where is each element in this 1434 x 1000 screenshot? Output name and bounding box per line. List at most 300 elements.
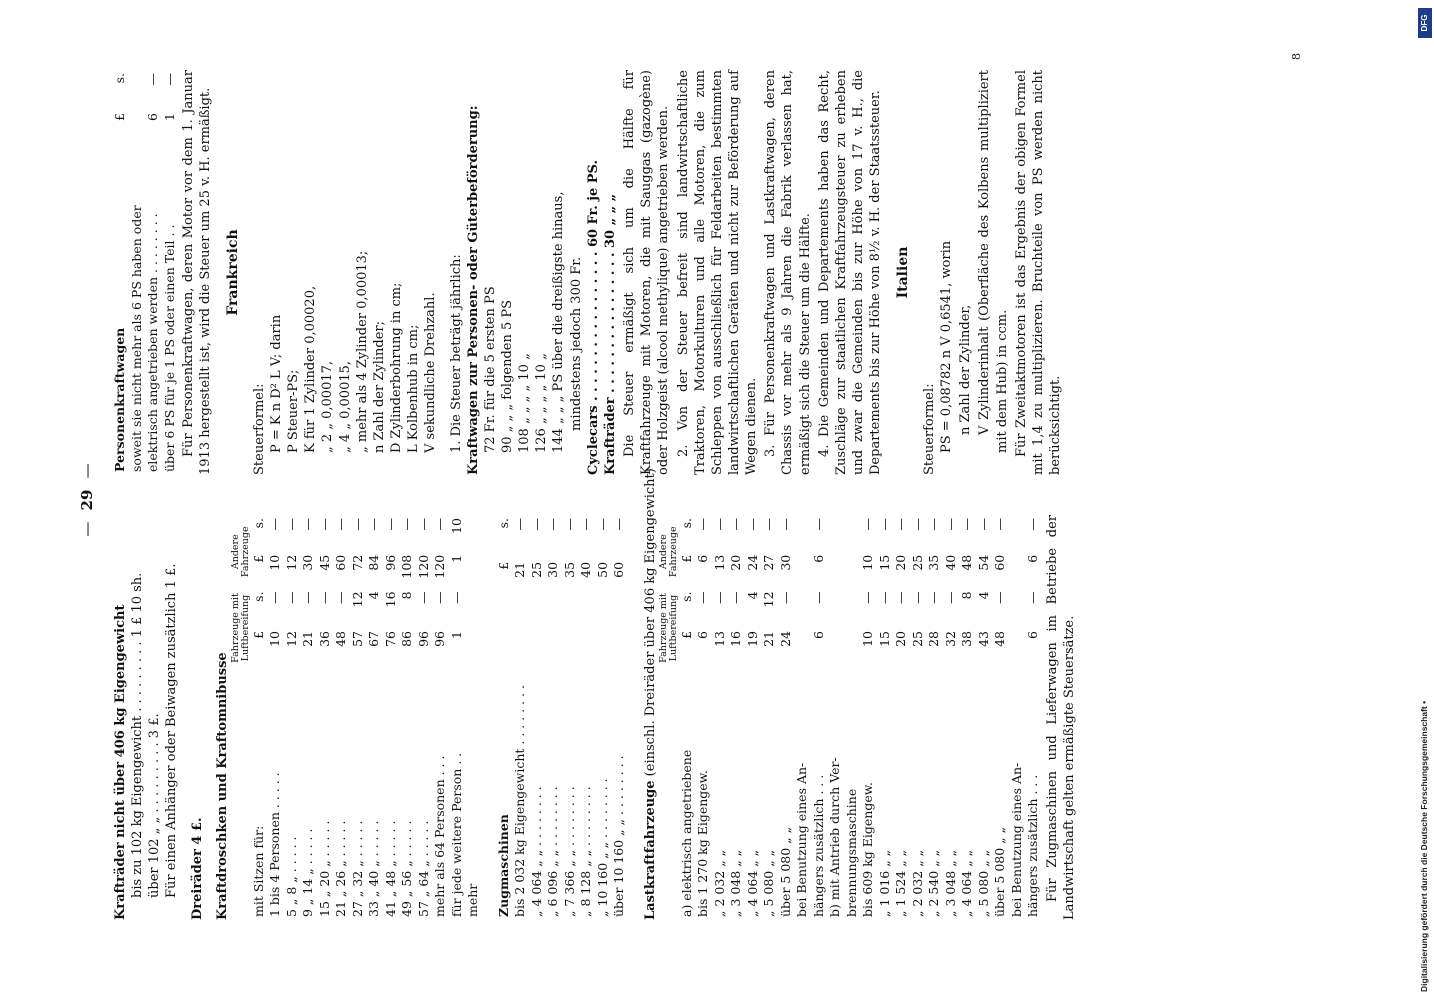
table-row — [811, 515, 828, 920]
value-andere-sh: — — [992, 518, 1008, 531]
value-pound: 40 — [578, 561, 594, 578]
lastkraft-heading-rest: (einschl. Dreiräder über 406 kg Eigengewicht) — [642, 468, 658, 777]
row-label: „ 2 540 „ „ — [926, 849, 942, 917]
left-column — [112, 468, 1080, 920]
unit-sh: s. — [112, 73, 127, 84]
unit-sh: s. — [495, 518, 511, 529]
value-pound: 50 — [594, 561, 610, 578]
formula-def: V Zylinderinhalt (Oberfläche des Kolbens multipliziert mit dem Hub) in ccm. — [977, 70, 1010, 453]
table-row — [578, 515, 595, 920]
value-luft-sh: — — [333, 591, 349, 604]
table-unit-row — [679, 515, 696, 920]
value-andere-sh: — — [399, 518, 415, 531]
value-luft-sh: — — [267, 591, 283, 604]
value-luft-sh: — — [860, 591, 876, 604]
row-label: „ 1 524 „ „ — [893, 849, 909, 917]
value-luft-sh: — — [810, 591, 826, 604]
value-andere-sh: — — [975, 518, 991, 531]
table-row — [529, 515, 546, 920]
value-andere-sh: — — [860, 518, 876, 531]
row-label: über 5 080 „ „ — [777, 826, 793, 917]
value-luft-pound: 96 — [432, 631, 448, 647]
value-luft-sh: — — [316, 591, 332, 604]
table-row — [300, 515, 317, 920]
lastkraft-heading-line — [642, 468, 659, 920]
value-luft-pound: 19 — [744, 631, 760, 647]
value-andere-sh: — — [810, 518, 826, 531]
formula-k-line: „ 4 „ 0,00015, — [337, 360, 353, 453]
lastkraft-heading: Lastkraftfahrzeuge — [642, 780, 658, 920]
table-row — [383, 515, 400, 920]
value-pound: 35 — [561, 561, 577, 578]
table-row — [267, 515, 284, 920]
table-row — [595, 515, 612, 920]
value-andere-sh: — — [711, 518, 727, 531]
formula-def: L Kolbenhub in cm; — [406, 324, 422, 453]
row-label: bei Benutzung eines An- — [1008, 762, 1024, 917]
value-luft-sh: 4 — [366, 591, 382, 600]
col-head-luft: Fahrzeuge mit Luftbereifung — [658, 593, 679, 663]
table-row — [465, 515, 482, 920]
value-luft-pound: 10 — [267, 631, 283, 647]
unit-pound: £ — [678, 554, 694, 563]
value-pound: 60 — [611, 561, 627, 578]
value-andere-sh: — — [349, 518, 365, 531]
droschken-heading: Kraftdroschken und Kraftomnibusse — [214, 652, 230, 920]
value-pound: 30 — [545, 561, 561, 578]
lastkraft-table — [659, 515, 1042, 920]
row-label: „ 3 048 „ „ — [728, 849, 744, 917]
col-head-andere: Andere Fahrzeuge — [658, 526, 679, 578]
value-sh: — — [512, 518, 528, 531]
formula-def: V sekundliche Drehzahl. — [423, 292, 439, 453]
personen-line: elektrisch angetrieben werden . . . . . . . . — [145, 213, 160, 472]
table-row — [745, 515, 762, 920]
value-andere-sh: — — [283, 518, 299, 531]
value-andere-pound: 108 — [399, 554, 415, 579]
row-label: bei Benutzung eines An- — [794, 762, 810, 917]
personen-table — [112, 70, 178, 475]
table-row — [893, 515, 910, 920]
table-row — [317, 515, 334, 920]
value-andere-pound: 54 — [975, 554, 991, 571]
value-andere-pound: 10 — [860, 554, 876, 571]
formula-label: Steuerformel: — [251, 383, 267, 475]
lastkraft-b-intro: brennungsmaschine — [843, 788, 859, 917]
rate-line: 144 „ „ „ PS über die dreißigste hinaus, — [551, 191, 567, 453]
value-andere-pound: 120 — [415, 554, 431, 579]
signature-mark: 8 — [1290, 53, 1303, 60]
value-sh: — — [594, 518, 610, 531]
table-row — [545, 515, 562, 920]
row-label: „ 10 160 „ „ . . . . . . . . — [594, 778, 610, 917]
row-label: bis 2 032 kg Eigengewicht . . . . . . . . — [512, 684, 528, 917]
droschken-intro: mit Sitzen für: — [250, 825, 266, 917]
value-luft-pound: 6 — [1025, 631, 1041, 639]
page-header — [78, 0, 98, 1000]
row-label: „ 2 032 „ „ — [711, 849, 727, 917]
value-luft-pound — [1009, 628, 1026, 668]
value-sh: — — [611, 518, 627, 531]
row-label: für jede weitere Person . . — [448, 752, 464, 917]
value-luft-pound — [794, 628, 811, 668]
value-pound: 21 — [512, 561, 528, 578]
formula: PS = 0,08782 n V 0,6541, worin — [939, 240, 955, 453]
lastkraft-b-intro-row — [844, 515, 861, 920]
table-row — [562, 515, 579, 920]
value-luft-pound: 16 — [728, 631, 744, 647]
table-row — [432, 515, 449, 920]
table-row — [449, 515, 466, 920]
row-label: 15 „ 20 „ . . . . . — [316, 820, 332, 917]
value-luft-sh: — — [728, 591, 744, 604]
dfg-credit-text: Digitalisierung gefördert durch die Deutsche Forschungsgemeinschaft • — [1419, 700, 1429, 992]
value-luft-sh: — — [695, 591, 711, 604]
value-andere-pound: 1 — [448, 554, 464, 563]
value-andere-pound: 35 — [926, 554, 942, 571]
row-label: 5 „ 8 „ . . . . . — [283, 836, 299, 917]
tax-intro: 1. Die Steuer beträgt jährlich: — [448, 254, 464, 453]
value-luft-pound: 10 — [860, 631, 876, 647]
italien-paragraph: Für Zweitaktmotoren ist das Ergebnis der obigen Formel mit 1,4 zu multiplizieren. Bruchteile von PS werden nicht berücksichtigt. — [1013, 70, 1063, 475]
droschken-table — [231, 515, 482, 920]
table-row — [512, 515, 529, 920]
value-luft-pound: 13 — [711, 631, 727, 647]
value-andere-sh: — — [761, 518, 777, 531]
row-label: 41 „ 48 „ . . . . . — [382, 820, 398, 917]
table-row — [1025, 515, 1042, 920]
col-head-luft: Fahrzeuge mit Luftbereifung — [229, 593, 251, 663]
unit-pound: £ — [678, 631, 694, 639]
rate-line: 108 „ „ „ „ 10 „ — [517, 353, 533, 453]
row-label: hängers zusätzlich . . . — [810, 774, 826, 917]
value-andere-sh: — — [300, 518, 316, 531]
header-dash-right: — — [78, 463, 96, 479]
row-label: 9 „ 14 „ . . . . . — [300, 828, 316, 917]
value-luft-sh: — — [448, 591, 464, 604]
formula-def: P Steuer-PS; — [286, 369, 302, 453]
value-andere-pound: 6 — [810, 554, 826, 563]
formula: P = K n D² L V; darin — [268, 314, 284, 453]
dfg-logo-text: DFG — [1420, 14, 1429, 32]
value-andere-sh: — — [728, 518, 744, 531]
dreiraeder-heading: Dreiräder 4 £. — [189, 817, 205, 920]
value-andere-sh — [794, 515, 811, 552]
kraftwagen-heading: Kraftwagen zur Personen- oder Güterbeförderung: — [465, 105, 481, 475]
formula-label: Steuerformel: — [921, 383, 937, 475]
kraftraeder-heading: Krafträder nicht über 406 kg Eigengewicht — [113, 604, 128, 920]
col-head-andere: Andere Fahrzeuge — [229, 526, 251, 578]
table-row — [611, 515, 628, 920]
value-andere-sh: — — [893, 518, 909, 531]
value-andere-pound: 60 — [333, 554, 349, 571]
value-andere-sh: — — [382, 518, 398, 531]
row-label: 21 „ 26 „ . . . . . — [333, 820, 349, 917]
row-label: mehr als 64 Personen . . . — [432, 755, 448, 917]
lastkraft-b-intro-row — [827, 515, 844, 920]
lastkraft-b-intro: b) mit Antrieb durch Ver- — [827, 757, 843, 917]
table-row — [712, 515, 729, 920]
frankreich-paragraph: 4. Die Gemeinden und Departements haben das Recht, Zuschläge zur staatlichen Kraftfahrzeugsteuer zu erheben und zwar die Gemeinden bis zur Höhe von 17 v. H., die Departements bis zur Höhe von 8½ v. H. der Staatssteuer. — [816, 70, 884, 475]
value-sh: — — [545, 518, 561, 531]
table-row — [778, 515, 795, 920]
table-row — [959, 515, 976, 920]
frankreich-paragraph: 3. Für Personenkraftwagen und Lastkraftwagen, deren Chassis vor mehr als 9 Jahren die Fabrik verlassen hat, ermäßigt sich die Steuer um die Hälfte. — [763, 70, 813, 475]
lastkraft-note: Für Zugmaschinen und Lieferwagen im Betriebe der Landwirtschaft gelten ermäßigte Steuersätze. — [1044, 515, 1078, 920]
value-luft-pound: 1 — [448, 631, 464, 639]
value-sh: — — [528, 518, 544, 531]
kraftraeder-row: über 102 „ „ . . . . . . . . . 3 £. — [147, 713, 163, 898]
frankreich-heading: Frankreich — [225, 229, 242, 316]
zugmaschinen-heading: Zugmaschinen — [495, 814, 511, 917]
value-luft-pound: 96 — [415, 631, 431, 647]
value-sh: — — [578, 518, 594, 531]
rate-line: 90 „ „ „ folgenden 5 PS — [499, 299, 515, 453]
row-label: bis 1 270 kg Eigengew. — [695, 770, 711, 917]
table-row — [877, 515, 894, 920]
value-andere-pound: 20 — [728, 554, 744, 571]
value-luft-pound: 28 — [926, 631, 942, 647]
value-andere-pound: 30 — [777, 554, 793, 571]
table-row — [910, 515, 927, 920]
personen-value: 6 — [145, 113, 160, 121]
value-andere-sh: — — [959, 518, 975, 531]
unit-sh: s. — [678, 591, 694, 602]
row-label: 1 bis 4 Personen . . . . . — [267, 772, 283, 917]
value-andere-pound: 12 — [283, 554, 299, 571]
value-luft-sh: — — [876, 591, 892, 604]
rate-line: 126 „ „ „ „ 10 „ — [534, 353, 550, 453]
value-andere-pound — [465, 552, 482, 589]
value-luft-pound: 6 — [810, 631, 826, 639]
value-sh: — — [561, 518, 577, 531]
value-andere-sh: — — [876, 518, 892, 531]
value-luft-pound — [465, 628, 482, 668]
value-luft-pound: 43 — [975, 631, 991, 647]
header-dash-left: — — [78, 521, 96, 537]
row-label: „ 6 096 „ „ . . . . . . . . — [545, 786, 561, 917]
personen-value: 1 — [161, 113, 177, 121]
table-row — [992, 515, 1009, 920]
value-luft-sh: 16 — [382, 591, 398, 608]
italien-heading: Italien — [895, 246, 912, 299]
kraftraeder-note: Für einen Anhänger oder Beiwagen zusätzlich 1 £. — [164, 563, 180, 898]
value-luft-sh: 4 — [975, 591, 991, 600]
table-row — [350, 515, 367, 920]
value-andere-pound: 40 — [942, 554, 958, 571]
value-luft-sh: — — [711, 591, 727, 604]
row-label: „ 4 064 „ „ — [744, 849, 760, 917]
lastkraft-a-intro: a) elektrisch angetriebene — [678, 749, 694, 917]
row-label: mehr — [465, 883, 481, 917]
dfg-credit — [1416, 8, 1432, 992]
value-andere-pound — [1009, 552, 1026, 589]
row-label: 57 „ 64 „ . . . . . — [415, 820, 431, 917]
formula-def: D Zylinderbohrung in cm; — [389, 282, 405, 453]
value-andere-pound: 6 — [695, 554, 711, 563]
value-andere-pound: 6 — [1025, 554, 1041, 563]
value-andere-pound: 72 — [349, 554, 365, 571]
value-luft-sh: 8 — [959, 591, 975, 600]
value-andere-pound: 48 — [959, 554, 975, 571]
value-luft-pound: 20 — [893, 631, 909, 647]
table-header-row — [659, 515, 679, 920]
formula-k-line: K für 1 Zylinder 0,00020, — [303, 285, 319, 453]
rate-line: 72 Fr. für die 5 ersten PS — [482, 286, 498, 453]
value-luft-pound: 57 — [349, 631, 365, 647]
formula-def: n Zahl der Zylinder, — [958, 304, 974, 435]
value-andere-sh — [465, 515, 482, 552]
table-row — [333, 515, 350, 920]
value-luft-pound: 12 — [283, 631, 299, 647]
value-andere-sh: — — [333, 518, 349, 531]
value-andere-pound: 10 — [267, 554, 283, 571]
value-andere-sh: — — [744, 518, 760, 531]
formula-def: n Zahl der Zylinder; — [371, 321, 387, 453]
table-row — [695, 515, 712, 920]
value-andere-sh: — — [366, 518, 382, 531]
value-luft-sh: 8 — [399, 591, 415, 600]
unit-pound: £ — [250, 631, 266, 639]
value-andere-pound: 60 — [992, 554, 1008, 571]
value-luft-pound: 48 — [992, 631, 1008, 647]
table-row — [399, 515, 416, 920]
value-luft-pound: 15 — [876, 631, 892, 647]
table-row — [860, 515, 877, 920]
table-unit-row — [496, 515, 513, 920]
row-label: 27 „ 32 „ . . . . . — [349, 820, 365, 917]
value-andere-sh: — — [777, 518, 793, 531]
value-luft-pound: 38 — [959, 631, 975, 647]
value-luft-pound: 24 — [777, 631, 793, 647]
row-label: „ 8 128 „ „ . . . . . . . . — [578, 786, 594, 917]
value-luft-sh: — — [283, 591, 299, 604]
value-luft-sh: — — [1025, 591, 1041, 604]
rates-note: mindestens jedoch 300 Fr. — [568, 256, 584, 431]
value-pound: 25 — [528, 561, 544, 578]
page-number: 29 — [78, 489, 96, 511]
formula-k-line: „ mehr als 4 Zylinder 0,00013; — [354, 250, 370, 453]
value-luft-sh: 12 — [349, 591, 365, 608]
row-label: „ 4 064 „ „ . . . . . . . . — [528, 786, 544, 917]
value-luft-sh: — — [926, 591, 942, 604]
value-andere-sh: — — [909, 518, 925, 531]
row-label: „ 1 016 „ „ — [876, 849, 892, 917]
value-luft-sh: — — [893, 591, 909, 604]
value-luft-pound: 86 — [399, 631, 415, 647]
row-label: bis 609 kg Eigengew. — [860, 782, 876, 917]
value-luft-sh — [465, 588, 482, 628]
value-andere-pound: 25 — [909, 554, 925, 571]
row-label: hängers zusätzlich . . . — [1025, 774, 1041, 917]
personen-value-sh: — — [161, 73, 177, 86]
row-label: 33 „ 40 „ . . . . . — [366, 820, 382, 917]
value-luft-pound: 32 — [942, 631, 958, 647]
value-andere-pound: 45 — [316, 554, 332, 571]
table-row — [943, 515, 960, 920]
value-luft-pound: 48 — [333, 631, 349, 647]
value-luft-sh: — — [909, 591, 925, 604]
row-label: über 5 080 „ „ — [992, 826, 1008, 917]
unit-sh: s. — [678, 518, 694, 529]
value-luft-pound: 25 — [909, 631, 925, 647]
value-luft-sh: — — [777, 591, 793, 604]
personen-line: über 6 PS für je 1 PS oder einen Teil . . — [161, 224, 177, 472]
formula-k-line: „ 2 „ 0,00017, — [320, 360, 336, 453]
dfg-logo — [1418, 8, 1432, 38]
table-row — [728, 515, 745, 920]
personen-heading: Personenkraftwagen — [112, 327, 127, 472]
value-luft-sh: 12 — [761, 591, 777, 608]
value-luft-sh: — — [432, 591, 448, 604]
value-luft-sh — [1009, 588, 1026, 628]
row-label: „ 5 080 „ „ — [975, 849, 991, 917]
value-luft-sh: — — [300, 591, 316, 604]
unit-pound: £ — [112, 113, 127, 121]
unit-pound: £ — [495, 561, 511, 570]
row-label: „ 2 032 „ „ — [909, 849, 925, 917]
kraftraeder-row: bis zu 102 kg Eigengewicht . . . . . . . . . 1 £ 10 sh. — [130, 572, 146, 898]
value-andere-sh: — — [942, 518, 958, 531]
value-andere-pound: 30 — [300, 554, 316, 571]
value-andere-pound: 15 — [876, 554, 892, 571]
table-row — [926, 515, 943, 920]
right-column — [112, 70, 1066, 475]
frankreich-paragraph: 2. Von der Steuer befreit sind landwirtschaftliche Traktoren, Motorkulturen und alle Motoren, die zum Schleppen von ausschließlich für Feldarbeiten bestimmten landwirtschaftlichen Geräten und nicht zur Beförderung auf Wegen dienen. — [675, 70, 760, 475]
value-luft-pound: 21 — [300, 631, 316, 647]
value-luft-sh: — — [942, 591, 958, 604]
row-label: „ 3 048 „ „ — [942, 849, 958, 917]
value-luft-pound: 76 — [382, 631, 398, 647]
value-andere-pound: 84 — [366, 554, 382, 571]
personen-paragraph: Für Personenkraftwagen, deren Motor vor dem 1. Januar 1913 hergestellt ist, wird die Steuer um 25 v. H. ermäßigt. — [181, 70, 214, 475]
value-andere-pound: 20 — [893, 554, 909, 571]
personen-line: soweit sie nicht mehr als 6 PS haben oder — [128, 205, 144, 472]
value-luft-pound: 36 — [316, 631, 332, 647]
table-row — [761, 515, 778, 920]
value-andere-pound — [794, 552, 811, 589]
value-andere-pound: 13 — [711, 554, 727, 571]
unit-sh: s. — [250, 518, 266, 529]
table-row — [794, 515, 811, 920]
value-andere-sh — [1009, 515, 1026, 552]
table-row — [976, 515, 993, 920]
value-luft-sh — [794, 588, 811, 628]
unit-sh: s. — [250, 591, 266, 602]
row-label: „ 4 064 „ „ — [959, 849, 975, 917]
value-andere-sh: — — [926, 518, 942, 531]
value-andere-sh: 10 — [448, 518, 464, 534]
frankreich-paragraph: Die Steuer ermäßigt sich um die Hälfte für Kraftfahrzeuge mit Motoren, die mit Sauggas (gazogène) oder Holzgeist (alcool methylique) angetrieben werden. — [622, 70, 672, 475]
table-unit-row — [251, 515, 268, 920]
value-andere-pound: 24 — [744, 554, 760, 571]
row-label: über 10 160 „ „ . . . . . . . . — [611, 755, 627, 917]
value-luft-sh: — — [415, 591, 431, 604]
value-andere-sh: — — [695, 518, 711, 531]
table-row — [1009, 515, 1026, 920]
row-label: „ 7 366 „ „ . . . . . . . . — [561, 786, 577, 917]
table-row — [366, 515, 383, 920]
table-row — [284, 515, 301, 920]
value-luft-sh: 4 — [744, 591, 760, 600]
value-andere-sh: — — [415, 518, 431, 531]
value-andere-sh: — — [432, 518, 448, 531]
table-row — [416, 515, 433, 920]
value-andere-sh: — — [267, 518, 283, 531]
value-andere-pound: 27 — [761, 554, 777, 571]
kraftraeder-line: Krafträder . . . . . . . . . . . . . . . . 30 „ „ „ — [602, 193, 618, 475]
cyclecars-line: Cyclecars . . . . . . . . . . . . . . . . . 60 Fr. je PS. — [585, 160, 601, 475]
